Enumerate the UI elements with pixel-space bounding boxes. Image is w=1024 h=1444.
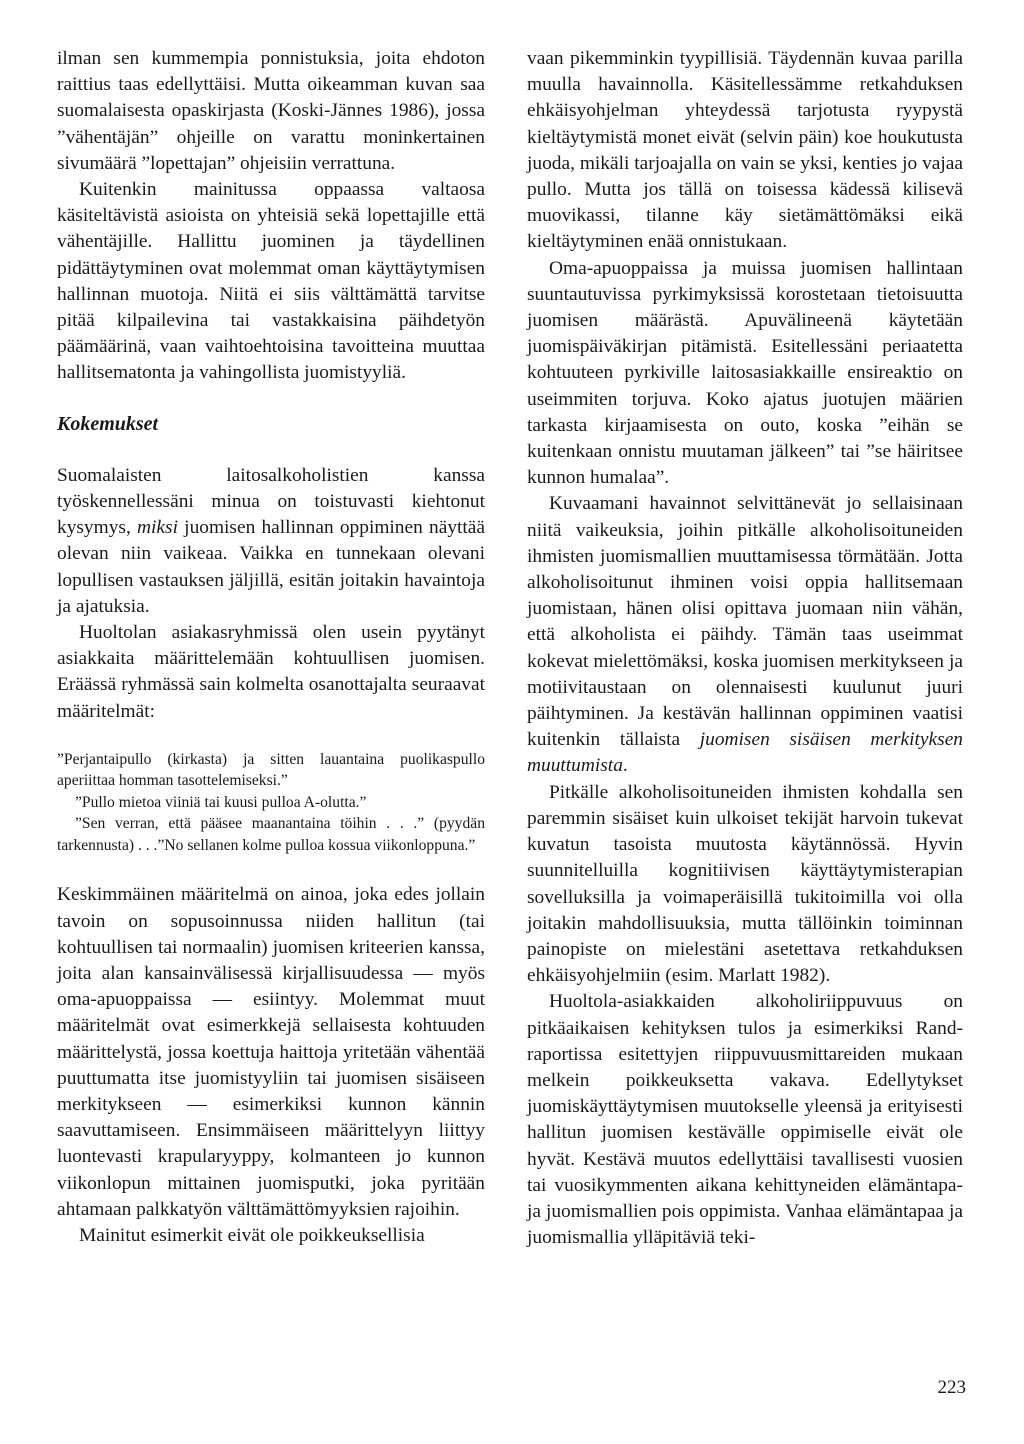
- right-column: [527, 46, 963, 1251]
- paragraph: vaan pikemminkin tyypillisiä. Täydennän kuvaa parilla muulla havainnolla. Käsitellessämme retkahduksen ehkäisyohjelman yhteydessä tarjotusta ryypystä kieltäytymistä monet eivät (selvin päin) koe houkutusta juoda, mikäli tarjoajalla on vain se yksi, kenties jo vajaa pullo. Mutta jos tällä on toisessa kädessä kilisevä muovikassi, tilanne käy sietämättömäksi eikä kieltäytyminen enää onnistukaan.: [527, 48, 963, 253]
- paragraph: ilman sen kummempia ponnistuksia, joita ehdoton raittius taas edellyttäisi. Mutta oikeamman kuvan saa suomalaisesta opaskirjasta (Koski-Jännes 1986), jossa ”vähentäjän” ohjeille on varattu moninkertainen sivumäärä ”lopettajan” ohjeisiin verrattuna.: [57, 48, 485, 174]
- text-run: Kuvaamani havainnot selvittänevät jo sellaisinaan niitä vaikeuksia, joihin pitkälle alkoholisoituneiden ihmisten juomismallien muuttamisessa törmätään. Jotta alkoholisoitunut ihminen voisi oppia hallitsemaan juomistaan, hänen olisi opittava juomaan niin vähän, että alkoholista ei päihdy. Tämän taas useimmat kokevat mielettömäksi, koska juomisen merkitykseen ja motiivitaustaan on olennaisesti kuulunut juuri päihtyminen. Ja kestävän hallinnan oppiminen vaatisi kuitenkin tällaista: [527, 493, 963, 751]
- paragraph: [57, 463, 485, 620]
- section-heading: Kokemukset: [57, 412, 159, 435]
- text-run: juomisen hallinnan oppiminen näyttää olevan niin vaikeaa. Vaikka en tunnekaan olevani lopullisen vastauksen jäljillä, esitän joitakin havaintoja ja ajatuksia.: [57, 517, 485, 617]
- emphasis: juomisen sisäisen merkityksen muuttumista: [527, 729, 963, 777]
- paragraph: Pitkälle alkoholisoituneiden ihmisten kohdalla sen paremmin sisäiset kuin ulkoiset tekijät harvoin tukevat kuvatun tasoista muutosta käytännössä. Hyvin suunnitelluilla kognitiivisen käyttäytymisterapian sovelluksilla ja voimaperäisillä tukitoimilla voi olla joitakin mahdollisuuksia, mutta tällöinkin toiminnan painopiste on mielestäni asetettava retkahduksen ehkäisyohjelmiin (esim. Marlatt 1982).: [527, 781, 963, 987]
- paragraph: Kuitenkin mainitussa oppaassa valtaosa käsiteltävistä asioista on yhteisiä sekä lopettajille että vähentäjille. Hallittu juominen ja täydellinen pidättäytyminen ovat molemmat oman käyttäytymisen hallinnan muotoja. Niitä ei siis välttämättä tarvitse pitää kilpailevina tai vastakkaisina päihdetyön päämäärinä, vaan vaihtoehtoisina tavoitteina muuttaa hallitsematonta ja vahingollista juomistyyliä.: [57, 179, 485, 384]
- paragraph: [527, 491, 963, 779]
- paragraph: Oma-apuoppaissa ja muissa juomisen hallintaan suuntautuvissa pyrkimyksissä korostetaan tietoisuutta juomisen määrästä. Apuvälineenä käytetään juomispäiväkirjan pitämistä. Esitellessäni periaatetta kohtuuteen pyrkiville laitosasiakkaille ensireaktio on useimmiten torjuva. Koko ajatus juotujen määrien tarkasta kirjaamisesta on outo, koska ”eihän se kuitenkaan onnistu muutaman jälkeen” tai ”se häiritsee kunnon humalaa”.: [527, 257, 963, 489]
- page-number: 223: [937, 1377, 966, 1398]
- paragraph: Huoltolan asiakasryhmissä olen usein pyytänyt asiakkaita määrittelemään kohtuullisen juomisen. Eräässä ryhmässä sain kolmelta osanottajalta seuraavat määritelmät:: [57, 622, 485, 722]
- paragraph: Huoltola-asiakkaiden alkoholiriippuvuus on pitkäaikaisen kehityksen tulos ja esimerkiksi Rand-raportissa esitettyjen riippuvuusmittareiden mukaan melkein poikkeuksetta vakava. Edellytykset juomiskäyttäytymisen muutokselle yleensä ja erityisesti hallitun juomisen kestävälle oppimiselle eivät ole hyvät. Kestävä muutos edellyttäisi tavallisesti vuosien tai vuosikymmenten aikana kehittyneiden elämäntapa- ja juomismallien pois oppimista. Vanhaa elämäntapaa ja juomismallia ylläpitäviä teki-: [527, 991, 963, 1249]
- left-column: [57, 46, 485, 1249]
- text-run: .: [622, 755, 628, 777]
- quote-line: ”Perjantaipullo (kirkasta) ja sitten lauantaina puolikaspullo aperiittaa homman tasottelemiseksi.”: [57, 750, 485, 790]
- paragraph: Mainitut esimerkit eivät ole poikkeuksellisia: [79, 1225, 425, 1247]
- quotation-block: [57, 749, 485, 857]
- quote-line: ”Pullo mietoa viiniä tai kuusi pulloa A-olutta.”: [75, 793, 367, 811]
- emphasis: miksi: [137, 517, 178, 539]
- paragraph: Keskimmäinen määritelmä on ainoa, joka edes jollain tavoin on sopusoinnussa niiden hallitun (tai kohtuullisen tai normaalin) juomisen kriteerien kanssa, joita alan kansainvälisessä kirjallisuudessa — myös oma-apuoppaissa — esiintyy. Molemmat muut määritelmät ovat esimerkkejä sellaisesta kohtuuden määrittelystä, jossa koettuja haittoja yritetään vähentää puuttumatta itse juomistyyliin tai juomisen sisäiseen merkitykseen — esimerkiksi kunnon kännin saavuttamiseen. Ensimmäiseen määrittelyyn liittyy luontevasti krapularyyppy, kolmanteen jo kunnon viikonlopun mittainen juomisputki, joka pyritään ahtamaan palkkatyön välttämättömyyksien rajoihin.: [57, 884, 485, 1220]
- text-run: Suomalaisten laitosalkoholistien kanssa työskennellessäni minua on toistuvasti kiehtonut kysymys,: [57, 464, 485, 539]
- quote-line: ”Sen verran, että pääsee maanantaina töihin . . .” (pyydän tarkennusta) . . .”No sellanen kolme pulloa kossua viikonloppuna.”: [57, 815, 485, 854]
